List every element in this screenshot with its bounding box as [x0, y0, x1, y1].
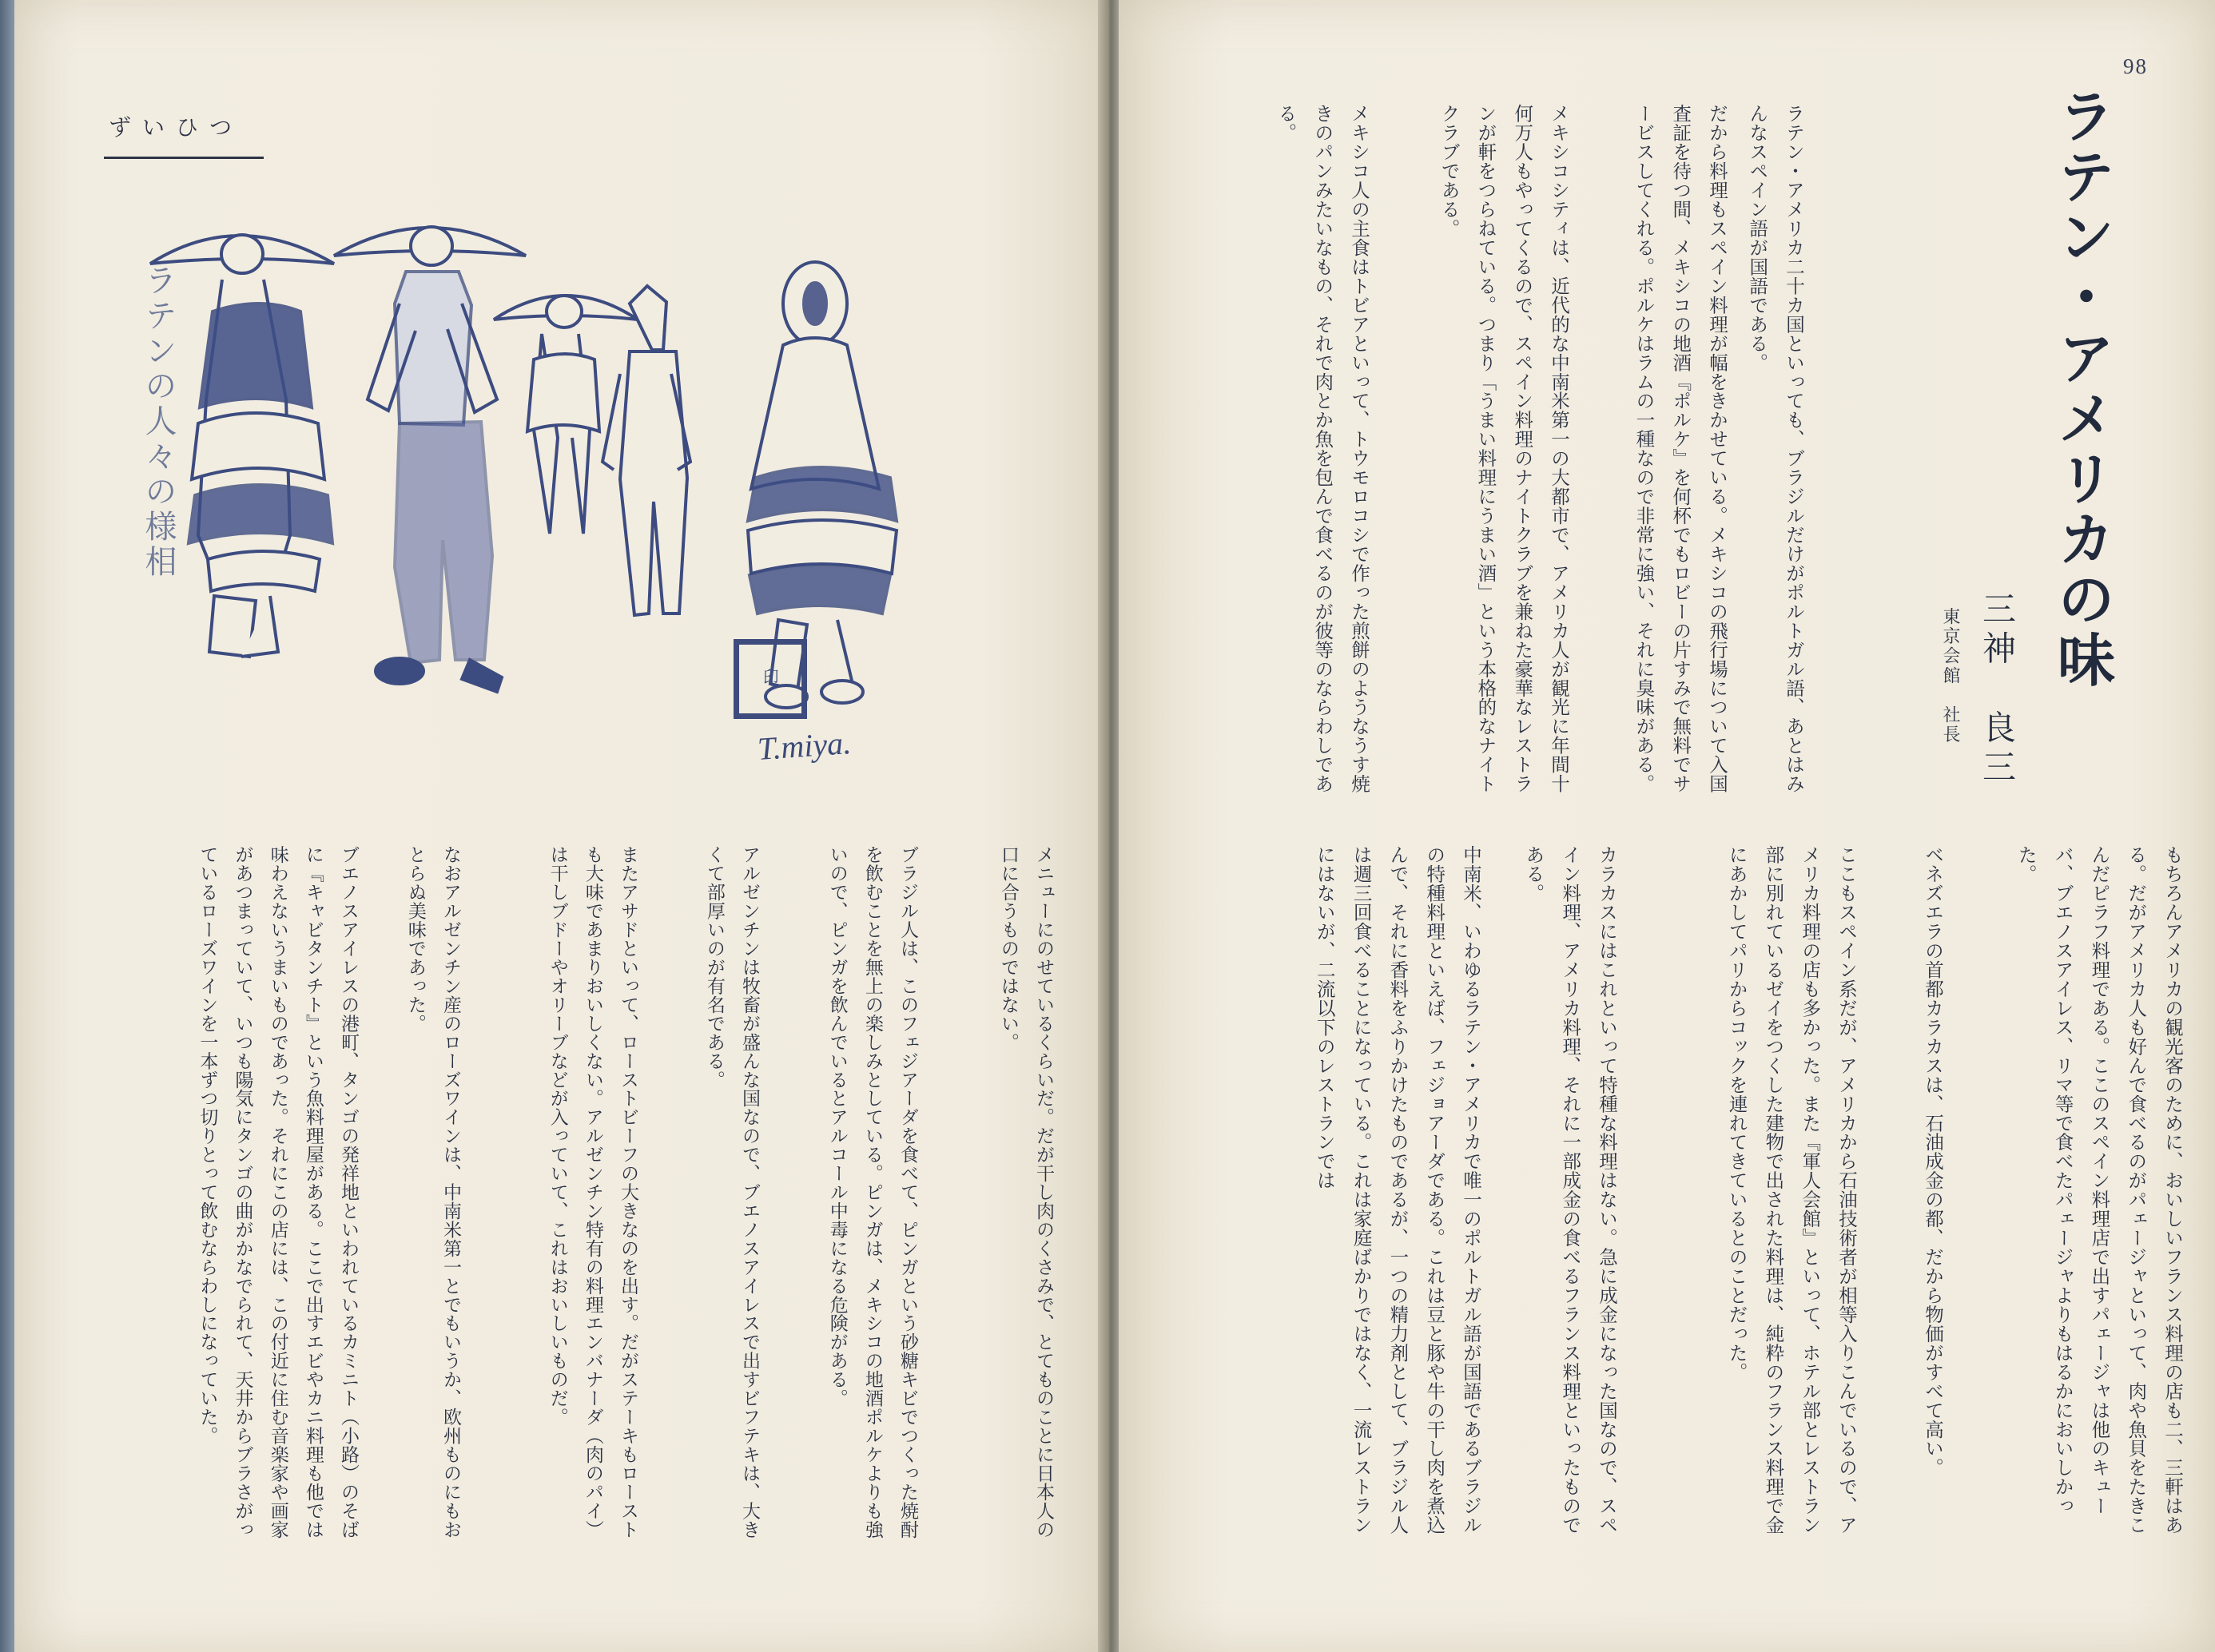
- text-column: なおアルゼンチン産のローズワインは、中南米第一とでもいうか、欧州ものにもおとらぬ美味であった。: [405, 845, 461, 1539]
- author-affiliation: 東京会館 社長: [1941, 607, 1961, 745]
- right-page-body-bottom: [1167, 845, 2189, 1548]
- text-column: カラカスにはこれといって特種な料理はない。急に成金になった国なので、スペイン料理、アメリカ料理、それに一部成金の食べるフランス料理といったものである。: [1522, 845, 1617, 1535]
- artist-seal: [734, 639, 807, 719]
- text-column: メキシコ人の主食はトビアといって、トウモロコシで作った煎餅のようなうす焼きのパンみたいなもの、それで肉とか魚を包んで食べるのが彼等のならわしである。: [1275, 104, 1369, 793]
- author-name: 三神 良三: [1978, 591, 2014, 789]
- text-column: メニューにのせているくらいだ。だが干し肉のくさみで、とてものことに日本人の口に合うものではない。: [998, 845, 1054, 1539]
- section-label: ずいひつ: [109, 116, 244, 141]
- page-number: 98: [2123, 54, 2148, 78]
- text-column: アルゼンチンは牧畜が盛んな国なので、ブエノスアイレスで出すビフテキは、大きくて部厚いのが有名である。: [704, 845, 760, 1539]
- text-column: だから料理もスペイン料理が幅をきかせている。メキシコの飛行場について入国査証を待つ間、メキシコの地酒『ポルケ』を何杯でもロビーの片すみで無料でサービスしてくれる。ポルケはラムの一種なので非常に強い、それに臭味がある。: [1632, 104, 1727, 793]
- text-column: ブエノスアイレスの港町、タンゴの発祥地といわれているカミニト（小路）のそばに『キャビタンチト』という魚料理屋がある。ここで出すエビやカニ料理も他では味わえないうまいものであった。それにこの店には、この付近に住む音楽家や画家があつまっていて、いつも陽気にタンゴの曲がかなでられて、天井からブラさがっているローズワインを一本ずつ切りとって飲むならわしになっていた。: [197, 845, 359, 1539]
- text-column: ベネズエラの首都カラカスは、石油成金の都、だから物価がすべて高い。: [1922, 845, 1943, 1478]
- illustration-caption: ラテンの人々の様相: [141, 264, 177, 580]
- right-page: [1119, 0, 2215, 1652]
- section-rule: [104, 157, 264, 159]
- page-title: ラテン・アメリカの味: [2049, 86, 2113, 690]
- text-column: 中南米、いわゆるラテン・アメリカで唯一のポルトガル語が国語であるブラジルの特種料理といえば、フェジョアーダである。これは豆と豚や牛の干し肉を煮込んで、それに香料をふりかけたものであるが、一つの精力剤として、ブラジル人は週三回食べることになっている。これは家庭ばかりではなく、一流レストランにはないが、二流以下のレストランでは: [1313, 845, 1481, 1535]
- illustration: [118, 160, 1013, 799]
- text-column: もちろんアメリカの観光客のために、おいしいフランス料理の店も二、三軒はある。だがアメリカ人も好んで食べるのがパェージャといって、肉や魚貝をたきこんだピラフ料理である。ここのスペイン料理店で出すパェージャは他のキューバ、ブエノスアイレス、リマ等で食べたパェージャよりもはるかにおいしかった。: [2014, 845, 2182, 1535]
- left-page-edge: [0, 0, 16, 1652]
- right-page-body-top: [1171, 104, 1811, 807]
- text-column: ここもスペイン系だが、アメリカから石油技術者が相等入りこんでいるので、アメリカ料理の店も多かった。また『軍人会館』といって、ホテル部とレストラン部に別れているゼイをつくした建物で出された料理は、純粋のフランス料理で金にあかしてパリからコックを連れてきているとのことだった。: [1725, 845, 1856, 1535]
- left-page: [14, 0, 1109, 1652]
- text-column: ブラジル人は、このフェジアーダを食べて、ピンガという砂糖キビでつくった焼酎を飲むことを無上の楽しみとしている。ピンガは、メキシコの地酒ポルケよりも強いので、ピンガを飲んでいるとアルコール中毒になる危険がある。: [827, 845, 918, 1539]
- text-column: メキシコシティは、近代的な中南米第一の大都市で、アメリカ人が観光に年間十何万人もやってくるので、スペイン料理のナイトクラブを兼ねた豪華なレストランが軒をつらねている。つまり「うまい料理にうまい酒」という本格的なナイトクラブである。: [1438, 104, 1569, 793]
- seal-text: 印: [763, 669, 777, 689]
- artist-signature: T.miya.: [756, 724, 853, 768]
- text-column: またアサドといって、ローストビーフの大きなのを出す。だがステーキもローストも大味であまりおいしくない。アルゼンチン特有の料理エンバナーダ（肉のパイ）は干しブドーやオリーブなどが入っていて、これはおいしいものだ。: [547, 845, 638, 1539]
- text-column: ラテン・アメリカ二十カ国といっても、ブラジルだけがポルトガル語、あとはみんなスペイン語が国語である。: [1746, 104, 1803, 793]
- left-page-body: [110, 845, 1061, 1548]
